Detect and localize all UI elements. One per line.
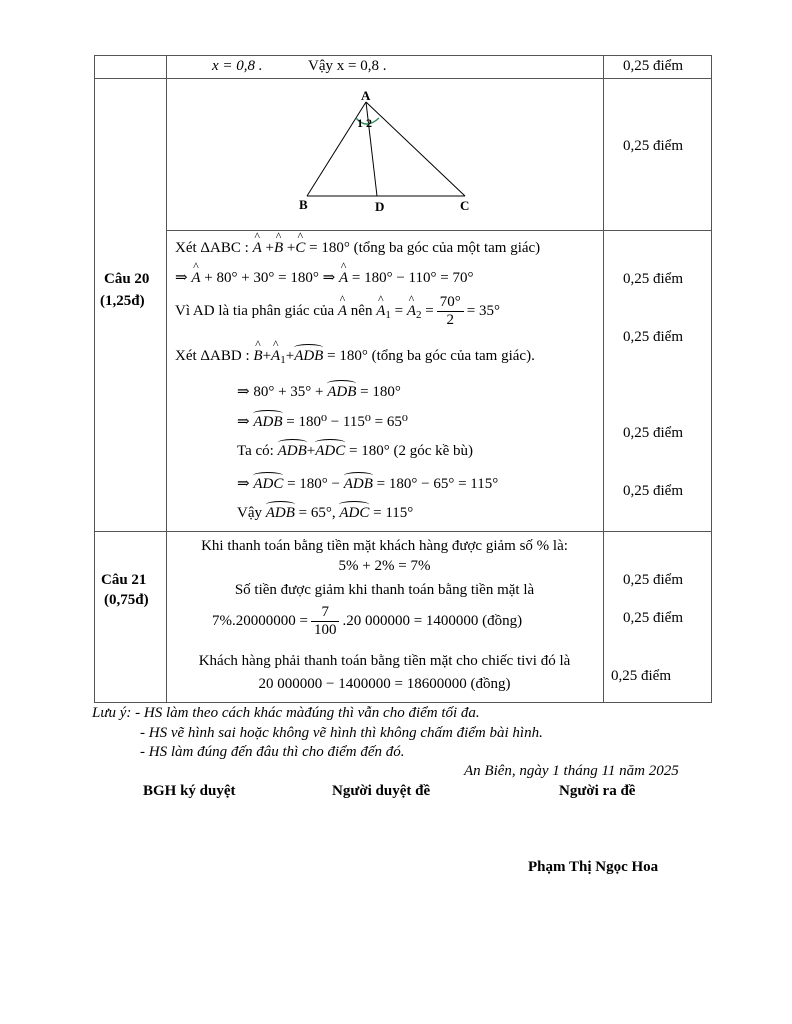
table-line-3: [94, 531, 712, 532]
q20-line-7: Ta có: ADB+ADC = 180° (2 góc kề bù): [237, 443, 474, 459]
q21-label: Câu 21: [101, 572, 147, 588]
q20-line-3: Vì AD là tia phân giác của ^ A nên ^ $A_1$ = ^ $A_2$ = $\frac{70^\circ}{2}$ = 35°: [175, 294, 500, 329]
signature-reviewer: Người duyệt đề: [332, 783, 431, 799]
q21-line-5: Khách hàng phải thanh toán bằng tiền mặt cho chiếc tivi đó là: [198, 653, 571, 669]
table-vline-3: [603, 55, 604, 703]
q20-line-2: ⇒ ^ A + 80° + 30° = 180° ⇒ ^ A = 180° − 110° = 70°: [175, 268, 473, 287]
row-x-score: 0,25 điểm: [623, 58, 683, 74]
signature-bgh: BGH ký duyệt: [143, 783, 236, 799]
table-vline-left: [94, 55, 95, 703]
table-line-top: [94, 55, 712, 56]
q21-line-1: Khi thanh toán bằng tiền mặt khách hàng được giảm số % là:: [201, 538, 568, 554]
note-2: - HS vẽ hình sai hoặc không vẽ hình thì không chấm điểm bài hình.: [140, 725, 543, 741]
q21-line-6: 20 000000 − 1400000 = 18600000 (đồng): [258, 676, 511, 692]
note-1: Lưu ý: - HS làm theo cách khác màđúng thì vẫn cho điểm tối đa.: [92, 705, 480, 721]
q21-score-1: 0,25 điểm: [623, 572, 683, 588]
q20-points: (1,25đ): [100, 293, 145, 309]
q20-score-3: 0,25 điểm: [623, 425, 683, 441]
vertex-c-label: C: [460, 198, 470, 213]
row-x-text-b: Vậy x = 0,8 .: [308, 58, 387, 74]
q21-line-4: 7%.20000000 = $\frac{7}{100}$ .20 000000 = 1400000 (đồng): [212, 604, 523, 638]
q21-line-2: 5% + 2% = 7%: [338, 558, 431, 574]
vertex-b-label: B: [299, 197, 308, 212]
table-line-bottom: [94, 702, 712, 703]
place-date: An Biên, ngày 1 tháng 11 năm 2025: [464, 763, 679, 779]
q21-score-2: 0,25 điểm: [623, 610, 683, 626]
angle-labels: 1 2: [357, 116, 372, 130]
vertex-a-label: A: [361, 88, 371, 103]
q20-line-1: Xét ΔABC : ^ A +^ B +^ C = 180° (tổng ba góc của một tam giác): [175, 240, 540, 257]
q20-line-6: ⇒ ADB = 180⁰ − 115⁰ = 65⁰: [237, 414, 408, 430]
q20-line-5: ⇒ 80° + 35° + ADB = 180°: [237, 384, 401, 400]
q21-line-3: Số tiền được giảm khi thanh toán bằng tiền mặt là: [234, 582, 535, 598]
row-x-text-a: x = 0,8 .: [212, 58, 263, 74]
table-line-2: [166, 230, 712, 231]
note-3: - HS làm đúng đến đâu thì cho điểm đến đó.: [140, 744, 405, 760]
q20-score-1: 0,25 điểm: [623, 271, 683, 287]
q21-score-3: 0,25 điểm: [611, 668, 671, 684]
side-ac: [366, 102, 465, 196]
q20-label: Câu 20: [104, 271, 150, 287]
signature-author: Người ra đề: [559, 783, 636, 799]
table-vline-right: [711, 55, 712, 703]
q20-line-8: ⇒ ADC = 180° − ADB = 180° − 65° = 115°: [237, 476, 499, 492]
q21-points: (0,75đ): [104, 592, 149, 608]
figure-score: 0,25 điểm: [623, 138, 683, 154]
vertex-d-label: D: [375, 199, 385, 214]
author-name: Phạm Thị Ngọc Hoa: [528, 859, 659, 875]
q20-score-4: 0,25 điểm: [623, 483, 683, 499]
q20-score-2: 0,25 điểm: [623, 329, 683, 345]
triangle-figure: [166, 78, 603, 230]
q20-line-4: Xét ΔABD : ^ B+^ $A_1+ADB = 180^\circ$ (tổng ba góc của tam giác).: [175, 348, 535, 366]
q20-line-9: Vậy ADB = 65°, ADC = 115°: [237, 505, 414, 521]
